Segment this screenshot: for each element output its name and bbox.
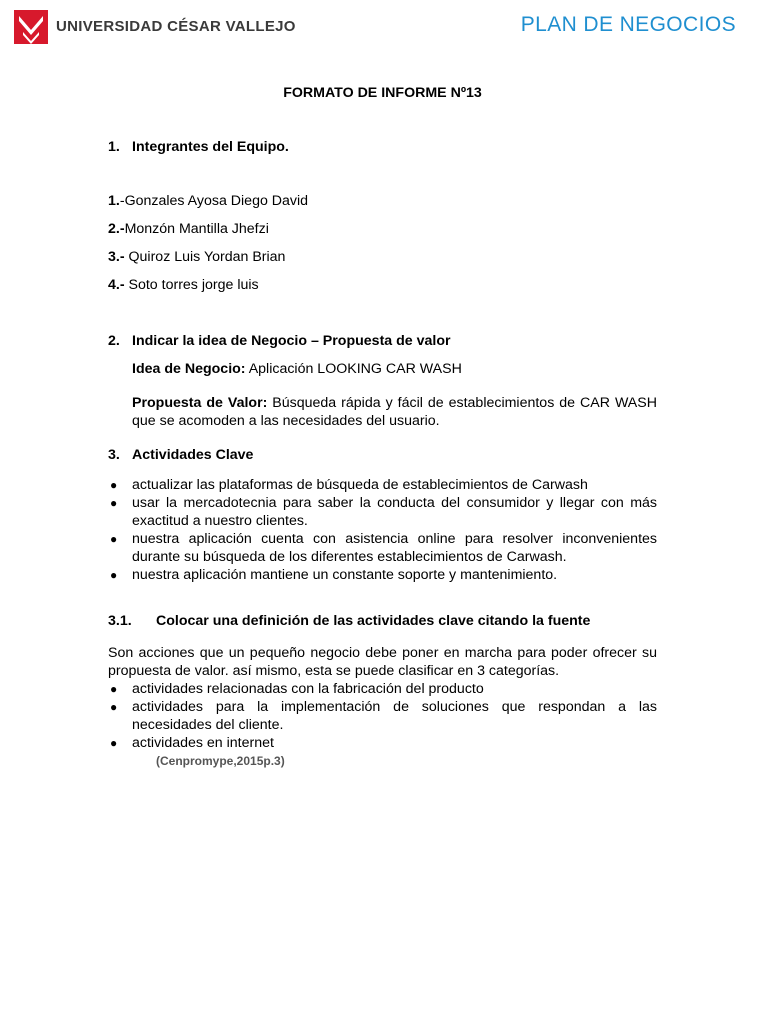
member-number: 3.-	[108, 249, 125, 265]
member-name: Quiroz Luis Yordan Brian	[124, 249, 286, 265]
team-members	[108, 192, 657, 294]
section-2-heading	[108, 332, 657, 350]
team-member	[108, 248, 657, 266]
list-item-text: nuestra aplicación cuenta con asistencia online para resolver inconvenientes durante su búsqueda de los diferentes establecimientos de Carwash.	[132, 531, 657, 565]
list-item-text: actividades relacionadas con la fabricación del producto	[132, 681, 484, 697]
value-proposition-text: Búsqueda rápida y fácil de establecimientos de CAR WASH que se acomoden a las necesidades del usuario.	[132, 395, 657, 429]
list-item	[108, 530, 657, 566]
list-item-text: actividades en internet	[132, 735, 274, 751]
citation: (Cenpromype,2015p.3)	[156, 754, 285, 768]
list-item	[108, 698, 657, 734]
member-number: 4.-	[108, 277, 125, 293]
section-1-heading	[108, 138, 657, 156]
member-name: -Gonzales Ayosa Diego David	[119, 193, 309, 209]
section-3-heading	[108, 446, 657, 464]
business-idea	[108, 360, 657, 378]
page-header	[0, 0, 768, 60]
section-title: Integrantes del Equipo.	[132, 139, 289, 155]
list-item	[108, 476, 657, 494]
member-name: Soto torres jorge luis	[124, 277, 259, 293]
definition-paragraph: Son acciones que un pequeño negocio debe poner en marcha para poder ofrecer su propuesta de valor. así mismo, esta se puede clasificar en 3 categorías.	[108, 645, 657, 679]
section-number: 2.	[108, 333, 120, 349]
activity-categories-list	[108, 680, 657, 752]
team-member	[108, 220, 657, 238]
university-name: UNIVERSIDAD CÉSAR VALLEJO	[56, 18, 296, 35]
section-3-1-heading	[108, 612, 657, 630]
list-item-text: nuestra aplicación mantiene un constante soporte y mantenimiento.	[132, 567, 558, 583]
list-item-text: actualizar las plataformas de búsqueda de establecimientos de Carwash	[132, 477, 588, 493]
list-item	[108, 566, 657, 584]
plan-title: PLAN DE NEGOCIOS	[520, 13, 736, 36]
bullet-icon: ●	[110, 736, 118, 750]
list-item-text: usar la mercadotecnia para saber la conducta del consumidor y llegar con más exactitud a nuestro clientes.	[132, 495, 657, 529]
section-title: Indicar la idea de Negocio – Propuesta de valor	[132, 333, 451, 349]
bullet-icon: ●	[110, 568, 118, 582]
list-item	[108, 680, 657, 698]
value-proposition-label: Propuesta de Valor:	[132, 395, 268, 411]
business-idea-label: Idea de Negocio:	[132, 361, 246, 377]
member-name: Monzón Mantilla Jhefzi	[124, 221, 269, 237]
value-proposition	[108, 394, 657, 430]
team-member	[108, 192, 657, 210]
ucv-shield-logo-icon	[14, 10, 48, 44]
bullet-icon: ●	[110, 532, 118, 546]
section-title: Colocar una definición de las actividades clave citando la fuente	[156, 613, 591, 629]
section-title: Actividades Clave	[132, 447, 254, 463]
section-number: 3.	[108, 447, 120, 463]
business-idea-text: Aplicación LOOKING CAR WASH	[245, 361, 462, 377]
bullet-icon: ●	[110, 682, 118, 696]
document-body	[108, 84, 657, 770]
member-number: 1.	[108, 193, 120, 209]
key-activities-list	[108, 476, 657, 584]
bullet-icon: ●	[110, 478, 118, 492]
bullet-icon: ●	[110, 496, 118, 510]
list-item-text: actividades para la implementación de soluciones que respondan a las necesidades del cliente.	[132, 699, 657, 733]
member-number: 2.-	[108, 221, 125, 237]
team-member	[108, 276, 657, 294]
list-item	[108, 734, 657, 752]
section-number: 3.1.	[108, 613, 132, 629]
section-number: 1.	[108, 139, 120, 155]
bullet-icon: ●	[110, 700, 118, 714]
document-title: FORMATO DE INFORME Nº13	[283, 85, 482, 101]
list-item	[108, 494, 657, 530]
